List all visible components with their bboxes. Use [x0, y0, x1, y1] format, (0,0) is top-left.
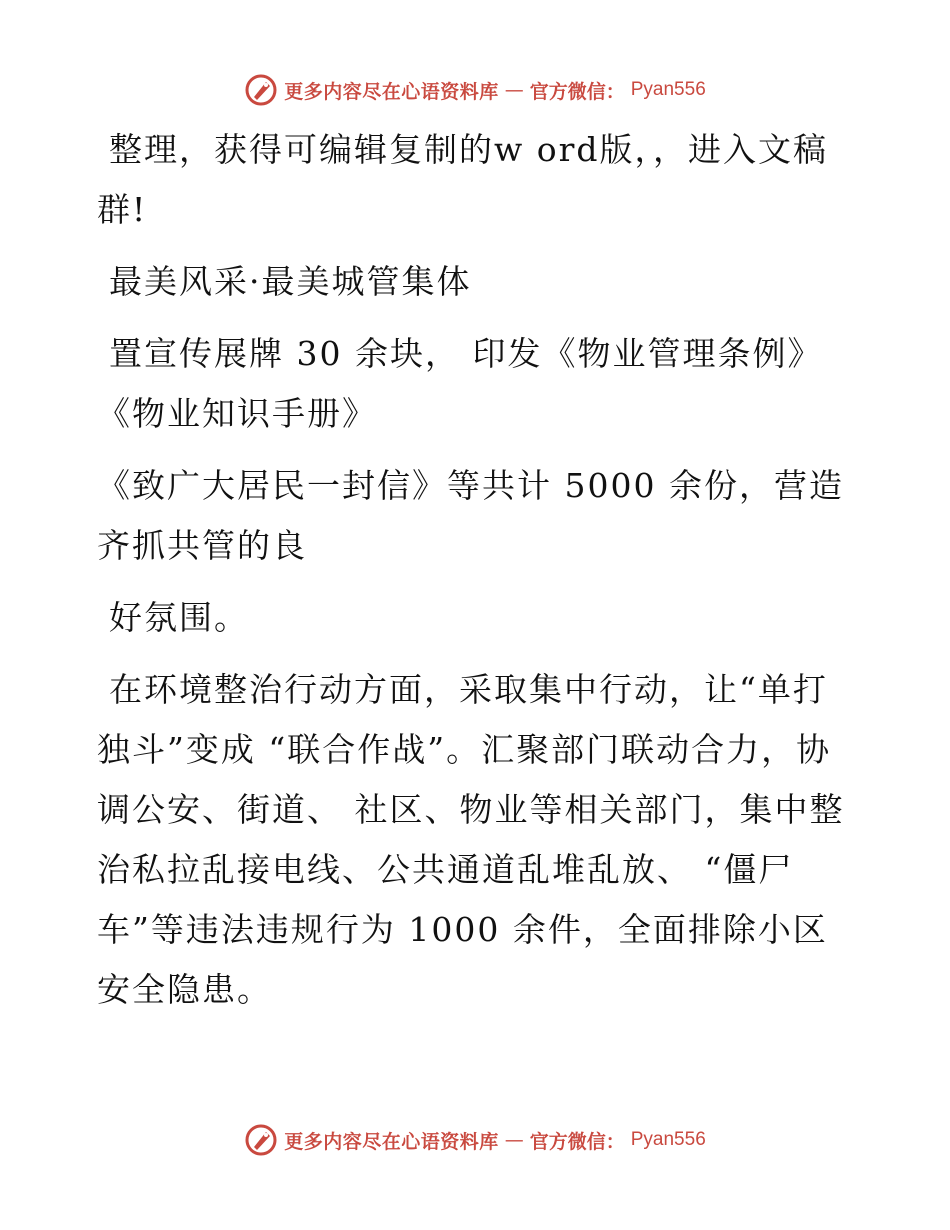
paragraph-1: 整理，获得可编辑复制的w ord版，，进入文稿群!: [97, 130, 829, 229]
document-body: [97, 120, 857, 1032]
pen-nib-circle-icon: [244, 73, 278, 107]
watermark-official-label: 官方微信：: [529, 1130, 625, 1153]
paragraph-5: 好氛围。: [109, 598, 249, 637]
paragraph-3: 置宣传展牌 30 余块， 印发《物业管理条例》《物业知识手册》: [97, 334, 823, 433]
footer-watermark: [0, 1120, 950, 1160]
paragraph-6: 在环境整治行动方面，采取集中行动，让“单打独斗”变成 “联合作战”。汇聚部门联动合力，协调公安、街道、 社区、物业等相关部门，集中整治私拉乱接电线、公共通道乱堆乱放、 “僵尸车”等违法违规行为 1000 余件，全面排除小区安全隐患。: [97, 670, 845, 1009]
paragraph-4: 《致广大居民一封信》等共计 5000 余份，营造齐抓共管的良: [97, 466, 844, 565]
watermark-separator: —: [504, 79, 524, 101]
watermark-official-label: 官方微信：: [529, 80, 625, 103]
watermark-site-text: 更多内容尽在心语资料库: [284, 80, 499, 103]
watermark-site-text: 更多内容尽在心语资料库: [284, 1130, 499, 1153]
paragraph-2: 最美风采·最美城管集体: [109, 262, 472, 301]
header-watermark: [0, 70, 950, 110]
pen-nib-circle-icon: [244, 1123, 278, 1157]
watermark-wechat-id: Pyan556: [630, 79, 706, 100]
watermark-wechat-id: Pyan556: [630, 1129, 706, 1150]
watermark-separator: —: [504, 1129, 524, 1151]
